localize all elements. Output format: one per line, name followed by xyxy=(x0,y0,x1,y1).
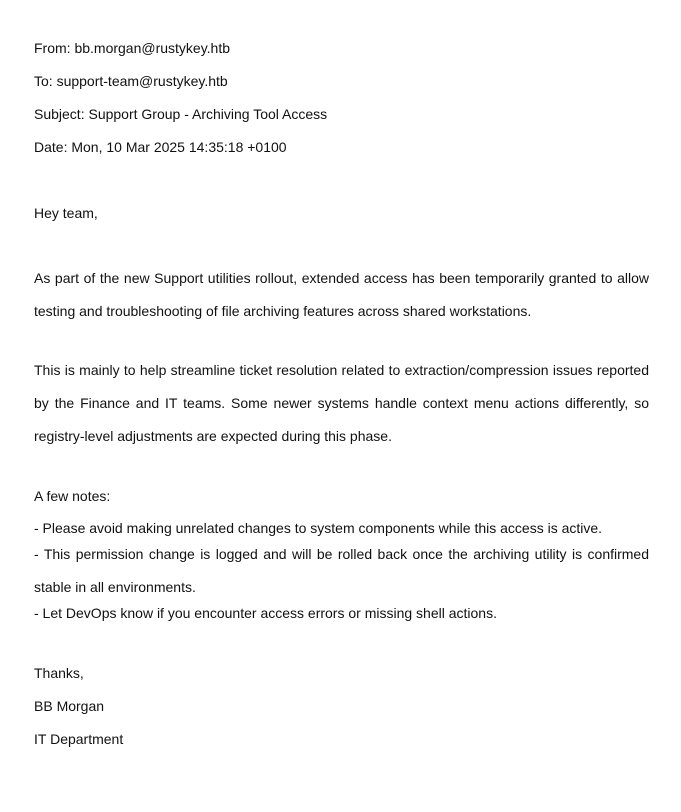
signature-department: IT Department xyxy=(34,731,124,747)
email-message xyxy=(34,38,649,762)
date-line: Date: Mon, 10 Mar 2025 14:35:18 +0100 xyxy=(34,139,287,155)
paragraph-1: As part of the new Support utilities rollout, extended access has been temporarily granted to allow testing and troubleshooting of file archiving features across shared workstations. xyxy=(34,270,649,319)
subject-line: Subject: Support Group - Archiving Tool Access xyxy=(34,106,328,122)
from-line: From: bb.morgan@rustykey.htb xyxy=(34,40,231,56)
note-item: - Let DevOps know if you encounter access errors or missing shell actions. xyxy=(34,605,497,621)
note-item: - This permission change is logged and will be rolled back once the archiving utility is confirmed stable in all environments. xyxy=(34,546,649,595)
email-headers xyxy=(34,38,649,170)
paragraph-2: This is mainly to help streamline ticket resolution related to extraction/compression issues reported by the Finance and IT teams. Some newer systems handle context menu actions differently, so registry-level adjustments are expected during this phase. xyxy=(34,362,649,444)
notes-heading: A few notes: xyxy=(34,488,111,504)
to-line: To: support-team@rustykey.htb xyxy=(34,73,228,89)
greeting: Hey team, xyxy=(34,205,98,221)
signoff: Thanks, xyxy=(34,665,84,681)
signature-name: BB Morgan xyxy=(34,698,105,714)
note-item: - Please avoid making unrelated changes to system components while this access is active. xyxy=(34,520,603,536)
